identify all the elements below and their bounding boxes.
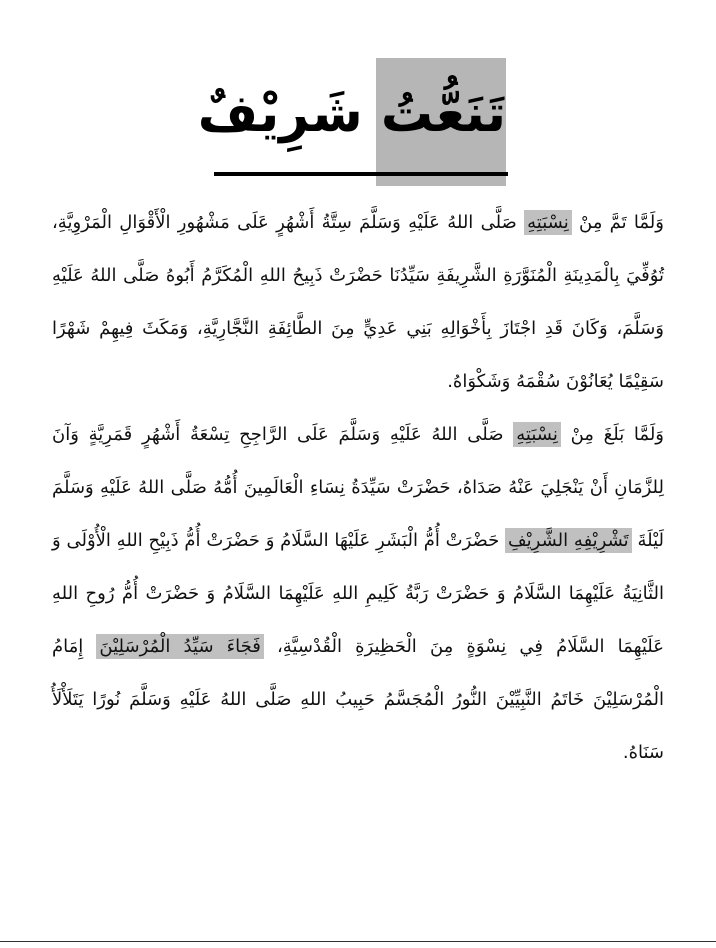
text-run: وَلَمَّا بَلَغَ مِنْ	[560, 424, 664, 445]
paragraph-1	[52, 196, 664, 408]
highlighted-word: نِسْبَتِهِ	[524, 210, 572, 235]
page-bottom-border	[0, 941, 716, 942]
text-run: وَلَمَّا تَمَّ مِنْ	[571, 212, 664, 233]
body-text	[52, 196, 664, 779]
text-run: صَلَّى اللهُ عَلَيْهِ وَسَلَّمَ عَلَى الرَّاجِحِ تِسْعَةُ أَشْهُرٍ قَمَرِيَّةٍ وَآنَ لِلزَّمَانِ أَنْ يَنْجَلِيَ عَنْهُ صَدَاهُ، حَضْرَتْ سَيِّدَةُ نِسَاءِ الْعَالَمِينَ أُمُّهُ صَلَّى اللهُ عَلَيْهِ وَسَلَّمَ لَيْلَةَ	[52, 424, 664, 551]
highlighted-phrase: فَجَاءَ سَيِّدُ الْمُرْسَلِيْنَ	[96, 634, 263, 659]
title-word-2: شَرِيْفٌ	[197, 84, 363, 144]
title-word-1: تَنَعُّتُ	[380, 84, 506, 144]
highlighted-phrase: تَشْرِيْفِهِ الشَّرِيْفِ	[505, 528, 632, 553]
title-underline	[214, 172, 508, 176]
heading-block	[197, 58, 506, 186]
paragraph-2	[52, 408, 664, 779]
text-run: إِمَامُ الْمُرْسَلِيْنَ خَاتَمُ النَّبِيِّيْنَ النُّورُ الْمُجَسَّمُ حَبِيبُ اللهِ صَلَّى اللهُ عَلَيْهِ وَسَلَّمَ نُورًا يَتَلَأْلَأُ سَنَاهُ.	[52, 636, 664, 763]
text-run: صَلَّى اللهُ عَلَيْهِ وَسَلَّمَ سِتَّةُ أَشْهُرٍ عَلَى مَشْهُورِ الْأَقْوَالِ الْمَرْوِيَّةِ، تُوُفِّيَ بِالْمَدِينَةِ الْمُنَوَّرَةِ الشَّرِيفَةِ سَيِّدُنَا حَضْرَتْ ذَبِيحُ اللهِ الْمُكَرَّمُ أَبُوهُ صَلَّى اللهُ عَلَيْهِ وَسَلَّمَ، وَكَانَ قَدِ اجْتَازَ بِأَخْوَالِهِ بَنِي عَدِيٍّ مِنَ الطَّائِفَةِ النَّجَّارِيَّةِ، وَمَكَثَ فِيهِمْ شَهْرًا سَقِيْمًا يُعَانُوْنَ سُقْمَهُ وَشَكْوَاهُ.	[52, 212, 664, 392]
text-run: حَضْرَتْ أُمُّ الْبَشَرِ عَلَيْهَا السَّلَامُ وَ حَضْرَتْ أُمُّ ذَبِيْحِ اللهِ الْأُوْلَى وَ الثَّانِيَةُ عَلَيْهِمَا السَّلَامُ وَ حَضْرَتْ رَبَّةُ كَلِيمِ اللهِ عَلَيْهِمَا السَّلَامُ وَ حَضْرَتْ أُمُّ رُوحِ اللهِ عَلَيْهِمَا السَّلَامُ فِي نِسْوَةٍ مِنَ الْحَظِيرَةِ الْقُدْسِيَّةِ،	[52, 530, 664, 657]
page-title	[197, 66, 506, 162]
highlighted-word: نِسْبَتِهِ	[513, 422, 561, 447]
